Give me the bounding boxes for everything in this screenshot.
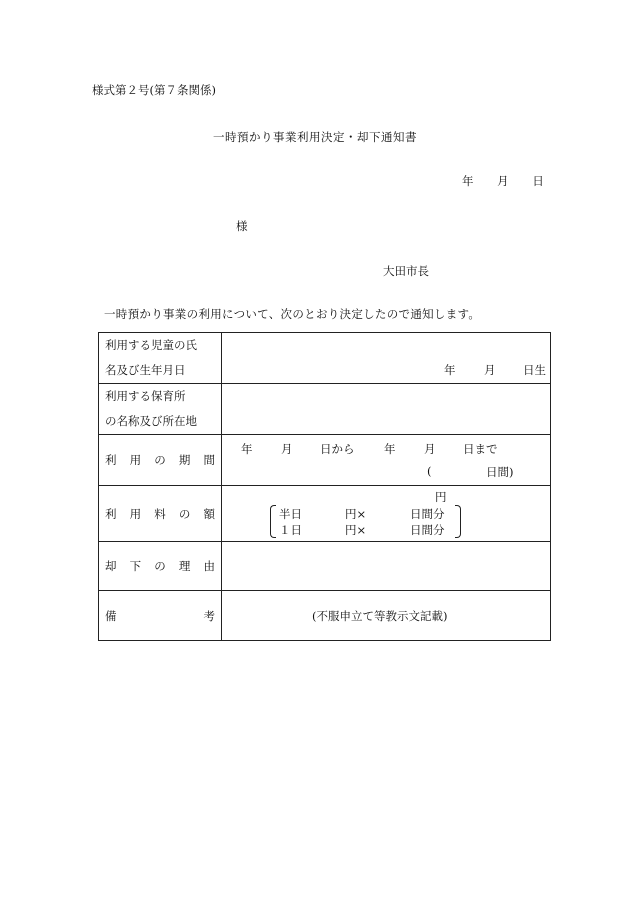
row-child bbox=[99, 333, 551, 384]
period-from-day: 日から bbox=[320, 442, 355, 456]
remarks-label-char: 備 bbox=[105, 608, 117, 623]
period-to-day: 日まで bbox=[463, 442, 498, 456]
fee-label-char: 料 bbox=[154, 506, 166, 521]
facility-value bbox=[222, 384, 551, 435]
fee-label-char: の bbox=[178, 506, 191, 521]
birth-day: 日生 bbox=[523, 362, 546, 377]
fee-full-day: １日 bbox=[279, 523, 302, 537]
date-month: 月 bbox=[497, 174, 509, 188]
date-year: 年 bbox=[462, 174, 474, 188]
period-days-open: ( bbox=[427, 464, 432, 478]
row-period bbox=[99, 435, 551, 486]
period-label-char: 間 bbox=[203, 453, 215, 467]
issue-date bbox=[462, 173, 544, 189]
birth-year: 年 bbox=[444, 362, 456, 377]
fee-full-yen: 円× bbox=[345, 523, 367, 537]
remarks-label-char: 考 bbox=[203, 608, 215, 623]
fee-half-days: 日間分 bbox=[410, 507, 445, 521]
fee-label-char: 用 bbox=[129, 506, 142, 521]
child-label bbox=[99, 333, 222, 384]
row-fee bbox=[99, 486, 551, 542]
addressee-honorific: 様 bbox=[236, 219, 248, 233]
notice-table bbox=[98, 332, 551, 641]
fee-half-yen: 円× bbox=[345, 507, 367, 521]
row-reject bbox=[99, 542, 551, 591]
facility-label bbox=[99, 384, 222, 435]
period-from-year: 年 bbox=[241, 442, 253, 456]
period-from-month: 月 bbox=[281, 442, 293, 456]
period-label-char: 利 bbox=[105, 453, 117, 467]
reject-label-char: の bbox=[154, 559, 166, 573]
fee-value bbox=[222, 486, 551, 542]
period-label-char: の bbox=[154, 453, 166, 467]
facility-label-line2: の名称及び所在地 bbox=[105, 414, 197, 428]
reject-label-char: 却 bbox=[105, 559, 117, 573]
intro-text: 一時預かり事業の利用について、次のとおり決定したので通知します。 bbox=[104, 307, 481, 321]
child-value bbox=[222, 333, 551, 384]
fee-full-days: 日間分 bbox=[410, 523, 445, 537]
birth-month: 月 bbox=[484, 362, 496, 377]
left-bracket bbox=[270, 505, 276, 538]
period-value bbox=[222, 435, 551, 486]
row-remarks bbox=[99, 591, 551, 641]
period-days: 日間) bbox=[486, 465, 514, 479]
issuer: 大田市長 bbox=[383, 264, 429, 278]
period-label-char: 用 bbox=[129, 453, 142, 467]
reject-value bbox=[222, 542, 551, 591]
period-label bbox=[99, 435, 222, 486]
remarks-value bbox=[222, 591, 551, 641]
fee-label-char: 額 bbox=[203, 506, 215, 521]
period-label-char: 期 bbox=[178, 453, 191, 467]
remarks-text: (不服申立て等教示文記載) bbox=[312, 609, 448, 623]
period-to-month: 月 bbox=[424, 442, 436, 456]
facility-label-line1: 利用する保育所 bbox=[105, 389, 186, 403]
remarks-label bbox=[99, 591, 222, 641]
fee-label bbox=[99, 486, 222, 542]
child-label-line1: 利用する児童の氏 bbox=[105, 338, 197, 352]
reject-label-char: 由 bbox=[203, 559, 215, 573]
fee-label-char: 利 bbox=[105, 506, 117, 521]
fee-total-unit: 円 bbox=[435, 490, 447, 504]
child-label-line2: 名及び生年月日 bbox=[105, 363, 186, 377]
period-to-year: 年 bbox=[384, 442, 396, 456]
right-bracket bbox=[455, 505, 461, 538]
reject-label bbox=[99, 542, 222, 591]
reject-label-char: 理 bbox=[178, 559, 191, 573]
fee-half-day: 半日 bbox=[279, 507, 302, 521]
row-facility bbox=[99, 384, 551, 435]
reject-label-char: 下 bbox=[129, 559, 142, 573]
document-title: 一時預かり事業利用決定・却下通知書 bbox=[213, 130, 417, 144]
date-day: 日 bbox=[532, 174, 544, 188]
form-number: 様式第２号(第７条関係) bbox=[92, 83, 216, 97]
